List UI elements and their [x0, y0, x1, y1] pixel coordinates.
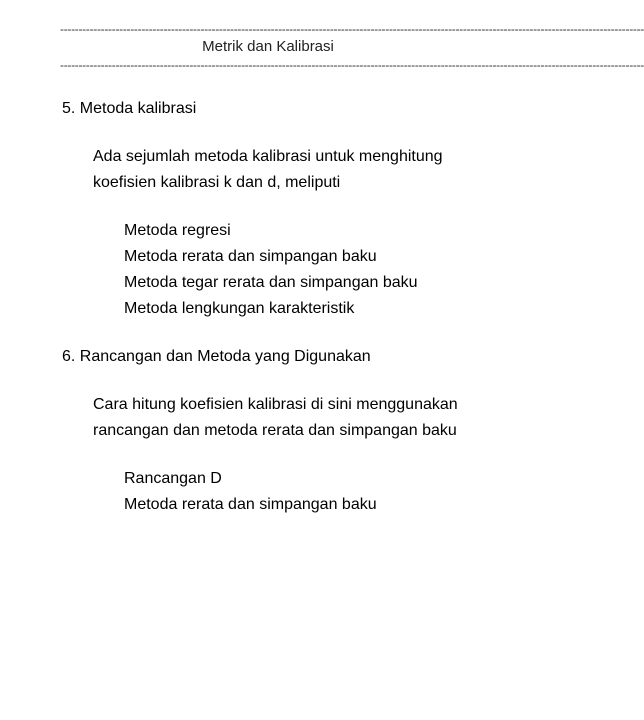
section-paragraph — [93, 392, 522, 444]
paragraph-line: koefisien kalibrasi k dan d, meliputi — [93, 174, 341, 191]
section-rancangan-metoda — [62, 344, 522, 518]
header-divider-bottom: -------------------------------------------------------------------------------------------------------------------------------------------------------------- — [60, 58, 644, 72]
section-metoda-kalibrasi — [62, 96, 522, 322]
paragraph-line: Ada sejumlah metoda kalibrasi untuk menghitung — [93, 148, 443, 165]
list-item: Metoda lengkungan karakteristik — [124, 300, 355, 317]
slide-header — [60, 22, 644, 72]
list-item: Metoda rerata dan simpangan baku — [124, 496, 377, 513]
slide-content — [62, 96, 522, 518]
list-item: Metoda rerata dan simpangan baku — [124, 248, 377, 265]
list-item: Rancangan D — [124, 470, 222, 487]
paragraph-line: Cara hitung koefisien kalibrasi di sini menggunakan — [93, 396, 458, 413]
list-item: Metoda tegar rerata dan simpangan baku — [124, 274, 418, 291]
paragraph-line: rancangan dan metoda rerata dan simpangan baku — [93, 422, 457, 439]
header-divider-top: -------------------------------------------------------------------------------------------------------------------------------------------------------------- — [60, 22, 644, 36]
page-title: Metrik dan Kalibrasi — [202, 38, 334, 55]
section-paragraph — [93, 144, 522, 196]
section-heading: 6. Rancangan dan Metoda yang Digunakan — [62, 348, 371, 365]
method-list — [124, 218, 522, 322]
list-item: Metoda regresi — [124, 222, 231, 239]
section-heading: 5. Metoda kalibrasi — [62, 100, 197, 117]
method-list — [124, 466, 522, 518]
